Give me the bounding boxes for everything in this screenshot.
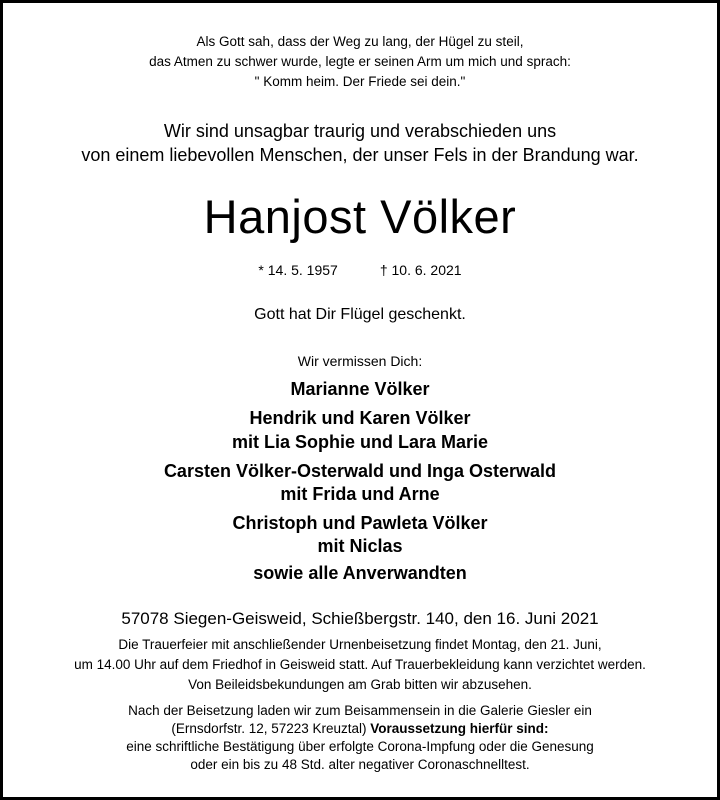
death-date: † 10. 6. 2021 xyxy=(379,262,462,278)
deceased-name: Hanjost Völker xyxy=(203,190,517,243)
family-line: Carsten Völker-Osterwald und Inga Osterwald xyxy=(163,461,557,481)
family-line: mit Lia Sophie und Lara Marie xyxy=(231,432,489,452)
family-line: Marianne Völker xyxy=(290,379,430,399)
gathering-info-line xyxy=(3,721,717,736)
family-line: Hendrik und Karen Völker xyxy=(249,408,471,428)
gathering-requirement: Voraussetzung hierfür sind: xyxy=(370,721,549,736)
poem-line: " Komm heim. Der Friede sei dein." xyxy=(254,74,466,89)
gathering-info-line: oder ein bis zu 48 Std. alter negativer Coronaschnelltest. xyxy=(190,757,530,772)
service-info-line: Die Trauerfeier mit anschließender Urnenbeisetzung findet Montag, den 21. Juni, xyxy=(118,637,602,652)
birth-date: * 14. 5. 1957 xyxy=(258,262,338,278)
family-line: mit Niclas xyxy=(317,536,403,556)
family-line: mit Frida und Arne xyxy=(280,484,440,504)
family-line: Christoph und Pawleta Völker xyxy=(232,513,488,533)
intro-line: von einem liebevollen Menschen, der unser Fels in der Brandung war. xyxy=(81,145,639,165)
poem-line: das Atmen zu schwer wurde, legte er seinen Arm um mich und sprach: xyxy=(149,54,571,69)
poem-line: Als Gott sah, dass der Weg zu lang, der Hügel zu steil, xyxy=(196,34,524,49)
gathering-info-line: Nach der Beisetzung laden wir zum Beisammensein in die Galerie Giesler ein xyxy=(128,703,592,718)
miss-line: Wir vermissen Dich: xyxy=(297,353,423,369)
service-info-line: Von Beileidsbekundungen am Grab bitten wir abzusehen. xyxy=(188,677,532,692)
service-info-line: um 14.00 Uhr auf dem Friedhof in Geisweid statt. Auf Trauerbekleidung kann verzichtet werden. xyxy=(74,657,646,672)
place-and-date: 57078 Siegen-Geisweid, Schießbergstr. 140, den 16. Juni 2021 xyxy=(121,609,599,628)
gathering-info-line: eine schriftliche Bestätigung über erfolgte Corona-Impfung oder die Genesung xyxy=(126,739,594,754)
intro-line: Wir sind unsagbar traurig und verabschieden uns xyxy=(163,121,557,141)
gathering-address: (Ernsdorfstr. 12, 57223 Kreuztal) xyxy=(171,721,371,736)
life-dates xyxy=(3,262,717,278)
family-line: sowie alle Anverwandten xyxy=(253,563,467,583)
memorial-quote: Gott hat Dir Flügel geschenkt. xyxy=(254,306,466,323)
